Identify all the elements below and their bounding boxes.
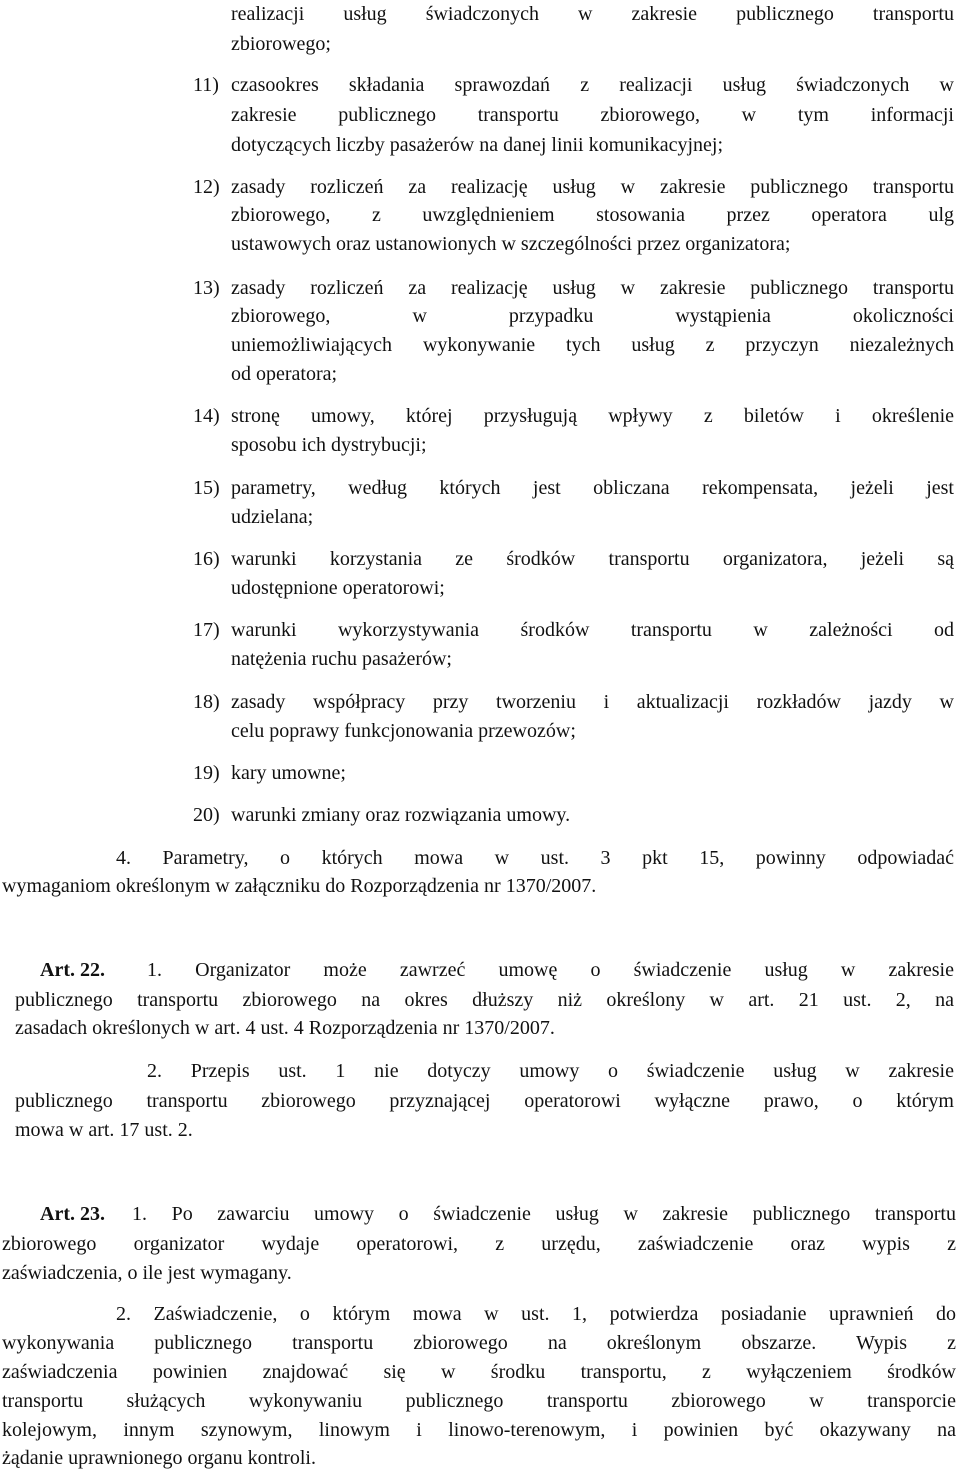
- list-item-line: zbiorowego, z uwzględnieniem stosowania przez operatora ulg: [231, 204, 954, 226]
- list-item-line: zasady rozliczeń za realizację usług w zakresie publicznego transportu: [231, 176, 954, 198]
- list-item-line: zasady rozliczeń za realizację usług w zakresie publicznego transportu: [231, 277, 954, 299]
- list-item-number: 13): [193, 277, 220, 299]
- article-22-p1-line: publicznego transportu zbiorowego na okres dłuższy niż określony w art. 21 ust. 2, na: [15, 989, 954, 1011]
- article-22-heading: Art. 22.: [40, 959, 105, 981]
- article-23-heading: Art. 23.: [40, 1203, 105, 1225]
- article-22-p2-line: 2. Przepis ust. 1 nie dotyczy umowy o świadczenie usług w zakresie: [147, 1060, 954, 1082]
- list-item-number: 14): [193, 405, 220, 427]
- list-item-line: czasookres składania sprawozdań z realizacji usług świadczonych w: [231, 74, 954, 96]
- article-22-p1-line: zasadach określonych w art. 4 ust. 4 Rozporządzenia nr 1370/2007.: [15, 1017, 555, 1039]
- article-23-p1-line: zbiorowego organizator wydaje operatorowi, z urzędu, zaświadczenie oraz wypis z: [2, 1233, 956, 1255]
- list-item-line: od operatora;: [231, 363, 338, 385]
- paragraph-4-line-1: 4. Parametry, o których mowa w ust. 3 pkt 15, powinny odpowiadać: [116, 847, 954, 869]
- list-item-line: dotyczących liczby pasażerów na danej linii komunikacyjnej;: [231, 134, 724, 156]
- list-item-line: udzielana;: [231, 506, 314, 528]
- article-23-p2-line: zaświadczenia powinien znajdować się w środku transportu, z wyłączeniem środków: [2, 1361, 956, 1383]
- list-item-number: 17): [193, 619, 220, 641]
- list-item-line: natężenia ruchu pasażerów;: [231, 648, 452, 670]
- article-23-p2-line: transportu służących wykonywaniu publicznego transportu zbiorowego w transporcie: [2, 1390, 956, 1412]
- list-item-line: zasady współpracy przy tworzeniu i aktualizacji rozkładów jazdy w: [231, 691, 954, 713]
- article-23-p2-line: 2. Zaświadczenie, o którym mowa w ust. 1, potwierdza posiadanie uprawnień do: [116, 1303, 956, 1325]
- list-item-number: 11): [193, 74, 219, 96]
- list-item-number: 18): [193, 691, 220, 713]
- article-23-p1-line: zaświadczenia, o ile jest wymagany.: [2, 1262, 292, 1284]
- list-item-line: warunki wykorzystywania środków transportu w zależności od: [231, 619, 954, 641]
- list-item-number: 15): [193, 477, 220, 499]
- list-item-number: 19): [193, 762, 220, 784]
- list-item-line: ustawowych oraz ustanowionych w szczególności przez organizatora;: [231, 233, 791, 255]
- list-item-number: 12): [193, 176, 220, 198]
- article-23-p2-line: wykonywania publicznego transportu zbiorowego na określonym obszarze. Wypis z: [2, 1332, 956, 1354]
- article-23-p1-line: 1. Po zawarciu umowy o świadczenie usług w zakresie publicznego transportu: [132, 1203, 956, 1225]
- continuation-line-1: realizacji usług świadczonych w zakresie publicznego transportu: [231, 3, 954, 25]
- continuation-line-2: zbiorowego;: [231, 33, 331, 55]
- list-item-line: kary umowne;: [231, 762, 346, 784]
- article-22-p1-line: 1. Organizator może zawrzeć umowę o świadczenie usług w zakresie: [147, 959, 954, 981]
- article-22-p2-line: mowa w art. 17 ust. 2.: [15, 1119, 193, 1141]
- list-item-line: parametry, według których jest obliczana rekompensata, jeżeli jest: [231, 477, 954, 499]
- article-23-p2-line: kolejowym, innym szynowym, linowym i linowo-terenowym, i powinien być okazywany na: [2, 1419, 956, 1441]
- list-item-line: celu poprawy funkcjonowania przewozów;: [231, 720, 576, 742]
- list-item-line: uniemożliwiających wykonywanie tych usług z przyczyn niezależnych: [231, 334, 954, 356]
- list-item-number: 20): [193, 804, 220, 826]
- paragraph-4-line-2: wymaganiom określonym w załączniku do Rozporządzenia nr 1370/2007.: [2, 875, 597, 897]
- list-item-line: zbiorowego, w przypadku wystąpienia okoliczności: [231, 305, 954, 327]
- list-item-line: sposobu ich dystrybucji;: [231, 434, 427, 456]
- article-22-p2-line: publicznego transportu zbiorowego przyznającej operatorowi wyłączne prawo, o którym: [15, 1090, 954, 1112]
- list-item-line: warunki korzystania ze środków transportu organizatora, jeżeli są: [231, 548, 954, 570]
- list-item-line: warunki zmiany oraz rozwiązania umowy.: [231, 804, 571, 826]
- list-item-line: udostępnione operatorowi;: [231, 577, 445, 599]
- list-item-line: zakresie publicznego transportu zbiorowego, w tym informacji: [231, 104, 954, 126]
- article-23-p2-line: żądanie uprawnionego organu kontroli.: [2, 1447, 316, 1469]
- list-item-line: stronę umowy, której przysługują wpływy z biletów i określenie: [231, 405, 954, 427]
- list-item-number: 16): [193, 548, 220, 570]
